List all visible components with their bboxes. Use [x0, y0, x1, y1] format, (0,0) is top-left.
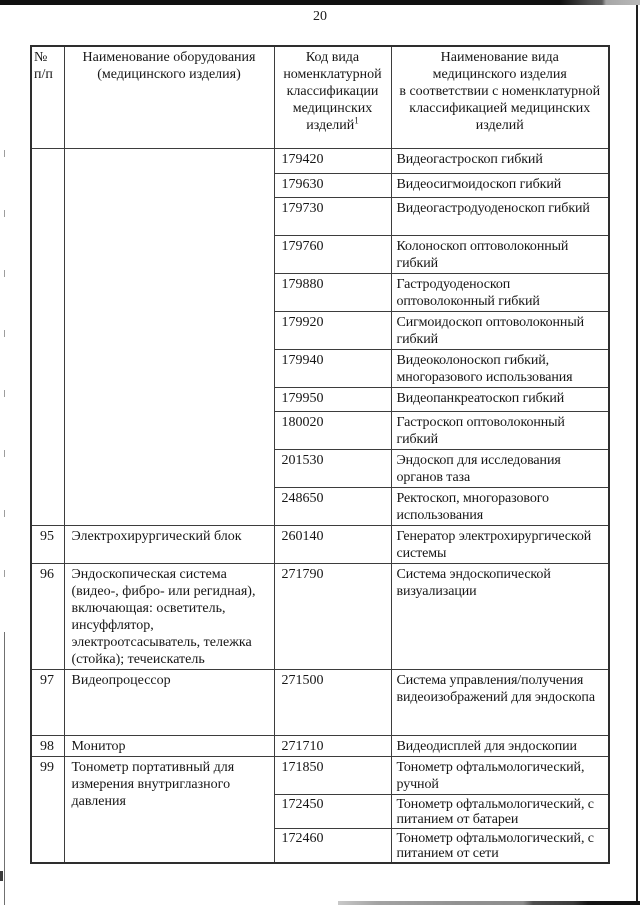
cell-code: 172460 — [274, 828, 391, 863]
scan-artifact-left-dashes — [4, 150, 5, 630]
scan-artifact-left-speck — [0, 871, 3, 881]
cell-num: 98 — [31, 735, 64, 756]
cell-type-name: Тонометр офтальмологический, ручной — [391, 756, 609, 794]
header-code-line: номенклатурной — [283, 67, 382, 82]
cell-type-name: Колоноскоп оптоволоконный гибкий — [391, 235, 609, 273]
header-num — [31, 46, 64, 148]
page-number: 20 — [313, 9, 327, 24]
cell-type-name: Ректоскоп, многоразового использования — [391, 487, 609, 525]
cell-code: 260140 — [274, 525, 391, 563]
cell-code: 180020 — [274, 411, 391, 449]
table-row — [31, 563, 609, 669]
cell-type-name: Система эндоскопической визуализации — [391, 563, 609, 669]
header-code — [274, 46, 391, 148]
cell-equipment: Эндоскопическая система (видео-, фибро- или регидная), включающая: осветитель, инсуффлятор, электроотсасыватель, тележка (стойка); течеискатель — [64, 563, 274, 669]
cell-type-name: Гастроскоп оптоволоконный гибкий — [391, 411, 609, 449]
header-code-last-word: изделий — [306, 118, 355, 133]
header-num-line: п/п — [34, 67, 53, 82]
cell-type-name: Тонометр офтальмологический, с питанием от батареи — [391, 794, 609, 828]
header-type — [391, 46, 609, 148]
header-type-line: изделий — [475, 118, 524, 133]
cell-equipment: Монитор — [64, 735, 274, 756]
cell-type-name: Сигмоидоскоп оптоволоконный гибкий — [391, 311, 609, 349]
cell-code: 171850 — [274, 756, 391, 794]
cell-num: 95 — [31, 525, 64, 563]
cell-code: 179730 — [274, 197, 391, 235]
cell-type-name: Гастродуоденоскоп оптоволоконный гибкий — [391, 273, 609, 311]
cell-code: 271710 — [274, 735, 391, 756]
scan-artifact-right-edge — [636, 5, 638, 902]
table-row — [31, 756, 609, 794]
cell-code: 179630 — [274, 173, 391, 197]
cell-type-name: Видеопанкреатоскоп гибкий — [391, 387, 609, 411]
cell-code: 179920 — [274, 311, 391, 349]
cell-code: 179760 — [274, 235, 391, 273]
cell-equipment: Электрохирургический блок — [64, 525, 274, 563]
cell-type-name: Система управления/получения видеоизображений для эндоскопа — [391, 669, 609, 735]
cell-equipment-empty — [64, 148, 274, 525]
cell-code: 248650 — [274, 487, 391, 525]
footnote-marker: 1 — [354, 115, 359, 126]
scan-artifact-top-bar — [0, 0, 640, 5]
cell-type-name: Генератор электрохирургической системы — [391, 525, 609, 563]
header-code-line: Код вида — [305, 50, 360, 65]
header-type-line: классификацией медицинских — [409, 101, 591, 116]
scan-artifact-bottom-bar — [338, 901, 640, 905]
cell-num: 96 — [31, 563, 64, 669]
cell-code: 172450 — [274, 794, 391, 828]
cell-equipment: Тонометр портативный для измерения внутриглазного давления — [64, 756, 274, 863]
header-equipment-line: (медицинского изделия) — [97, 67, 241, 82]
cell-type-name: Видеогастродуоденоскоп гибкий — [391, 197, 609, 235]
header-code-line — [278, 117, 388, 134]
cell-type-name: Видеогастроскоп гибкий — [391, 148, 609, 173]
cell-code: 179880 — [274, 273, 391, 311]
equipment-table — [30, 45, 610, 864]
cell-num: 97 — [31, 669, 64, 735]
header-type-line: Наименование вида — [440, 50, 559, 65]
header-equipment — [64, 46, 274, 148]
cell-code: 271790 — [274, 563, 391, 669]
table-row — [31, 735, 609, 756]
cell-type-name: Видеосигмоидоскоп гибкий — [391, 173, 609, 197]
cell-code: 179940 — [274, 349, 391, 387]
cell-type-name: Видеоколоноскоп гибкий, многоразового использования — [391, 349, 609, 387]
cell-code: 201530 — [274, 449, 391, 487]
table-row — [31, 525, 609, 563]
table-header-row — [31, 46, 609, 148]
cell-code: 179950 — [274, 387, 391, 411]
cell-code: 179420 — [274, 148, 391, 173]
header-type-line: медицинского изделия — [432, 67, 567, 82]
cell-type-name: Видеодисплей для эндоскопии — [391, 735, 609, 756]
cell-num-empty — [31, 148, 64, 525]
continuation-row — [31, 148, 609, 173]
scan-artifact-left-line — [4, 632, 5, 905]
cell-type-name: Тонометр офтальмологический, с питанием от сети — [391, 828, 609, 863]
table-row — [31, 669, 609, 735]
header-type-line: в соответствии с номенклатурной — [399, 84, 601, 99]
cell-type-name: Эндоскоп для исследования органов таза — [391, 449, 609, 487]
cell-code: 271500 — [274, 669, 391, 735]
header-code-line: медицинских — [292, 101, 373, 116]
header-equipment-line: Наименование оборудования — [82, 50, 256, 65]
header-num-line: № — [34, 50, 48, 65]
cell-num: 99 — [31, 756, 64, 863]
cell-equipment: Видеопроцессор — [64, 669, 274, 735]
header-code-line: классификации — [286, 84, 379, 99]
